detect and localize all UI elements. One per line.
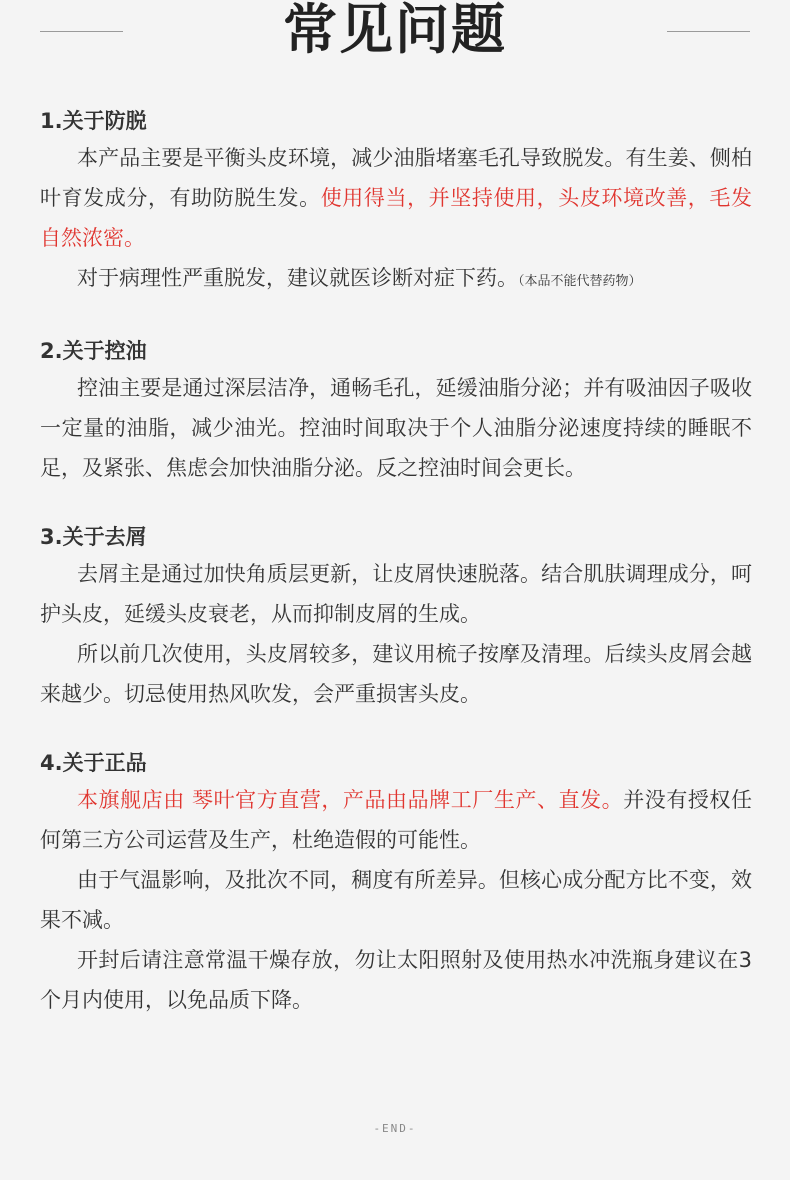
section-paragraph xyxy=(40,258,752,302)
section-paragraph: 控油主要是通过深层洁净，通畅毛孔，延缓油脂分泌；并有吸油因子吸收一定量的油脂，减少油光。控油时间取决于个人油脂分泌速度持续的睡眠不足，及紧张、焦虑会加快油脂分泌。反之控油时间会更长。 xyxy=(40,376,752,480)
header-divider-right xyxy=(667,31,750,32)
page-title: 常见问题 xyxy=(283,0,507,61)
paragraph-text: 并没有授权任何第三方公司运营及生产，杜绝造假的可能性。 xyxy=(40,788,752,852)
section-title: 1.关于防脱 xyxy=(40,109,147,133)
faq-section-dandruff xyxy=(40,520,752,714)
section-paragraph: 由于气温影响，及批次不同，稠度有所差异。但核心成分配方比不变，效果不减。 xyxy=(40,868,752,932)
section-paragraph: 去屑主是通过加快角质层更新，让皮屑快速脱落。结合肌肤调理成分，呵护头皮，延缓头皮衰老，从而抑制皮屑的生成。 xyxy=(40,562,752,626)
section-paragraph xyxy=(40,138,752,258)
faq-section-oil-control xyxy=(40,334,752,488)
paragraph-text: 本产品主要是平衡头皮环境，减少油脂堵塞毛孔导致脱发。有生姜、侧柏叶育发成分，有助防脱生发。 xyxy=(40,146,752,210)
end-marker: -END- xyxy=(373,1122,417,1135)
section-title: 2.关于控油 xyxy=(40,339,147,363)
paragraph-text: 对于病理性严重脱发，建议就医诊断对症下药。 xyxy=(77,266,518,290)
section-paragraph: 开封后请注意常温干燥存放，勿让太阳照射及使用热水冲洗瓶身建议在3个月内使用，以免品质下降。 xyxy=(40,948,752,1012)
faq-content xyxy=(40,104,752,1052)
highlight-text: 本旗舰店由 琴叶官方直营，产品由品牌工厂生产、直发。 xyxy=(77,788,624,812)
faq-section-hair-loss xyxy=(40,104,752,302)
section-title: 3.关于去屑 xyxy=(40,525,147,549)
section-title: 4.关于正品 xyxy=(40,751,147,775)
faq-section-authenticity xyxy=(40,746,752,1020)
highlight-text: 使用得当，并坚持使用，头皮环境改善，毛发自然浓密。 xyxy=(40,186,752,250)
disclaimer-note: （本品不能代替药物） xyxy=(518,274,642,289)
page-header xyxy=(0,0,790,62)
section-paragraph: 所以前几次使用，头皮屑较多，建议用梳子按摩及清理。后续头皮屑会越来越少。切忌使用热风吹发，会严重损害头皮。 xyxy=(40,642,752,706)
section-paragraph xyxy=(40,780,752,860)
